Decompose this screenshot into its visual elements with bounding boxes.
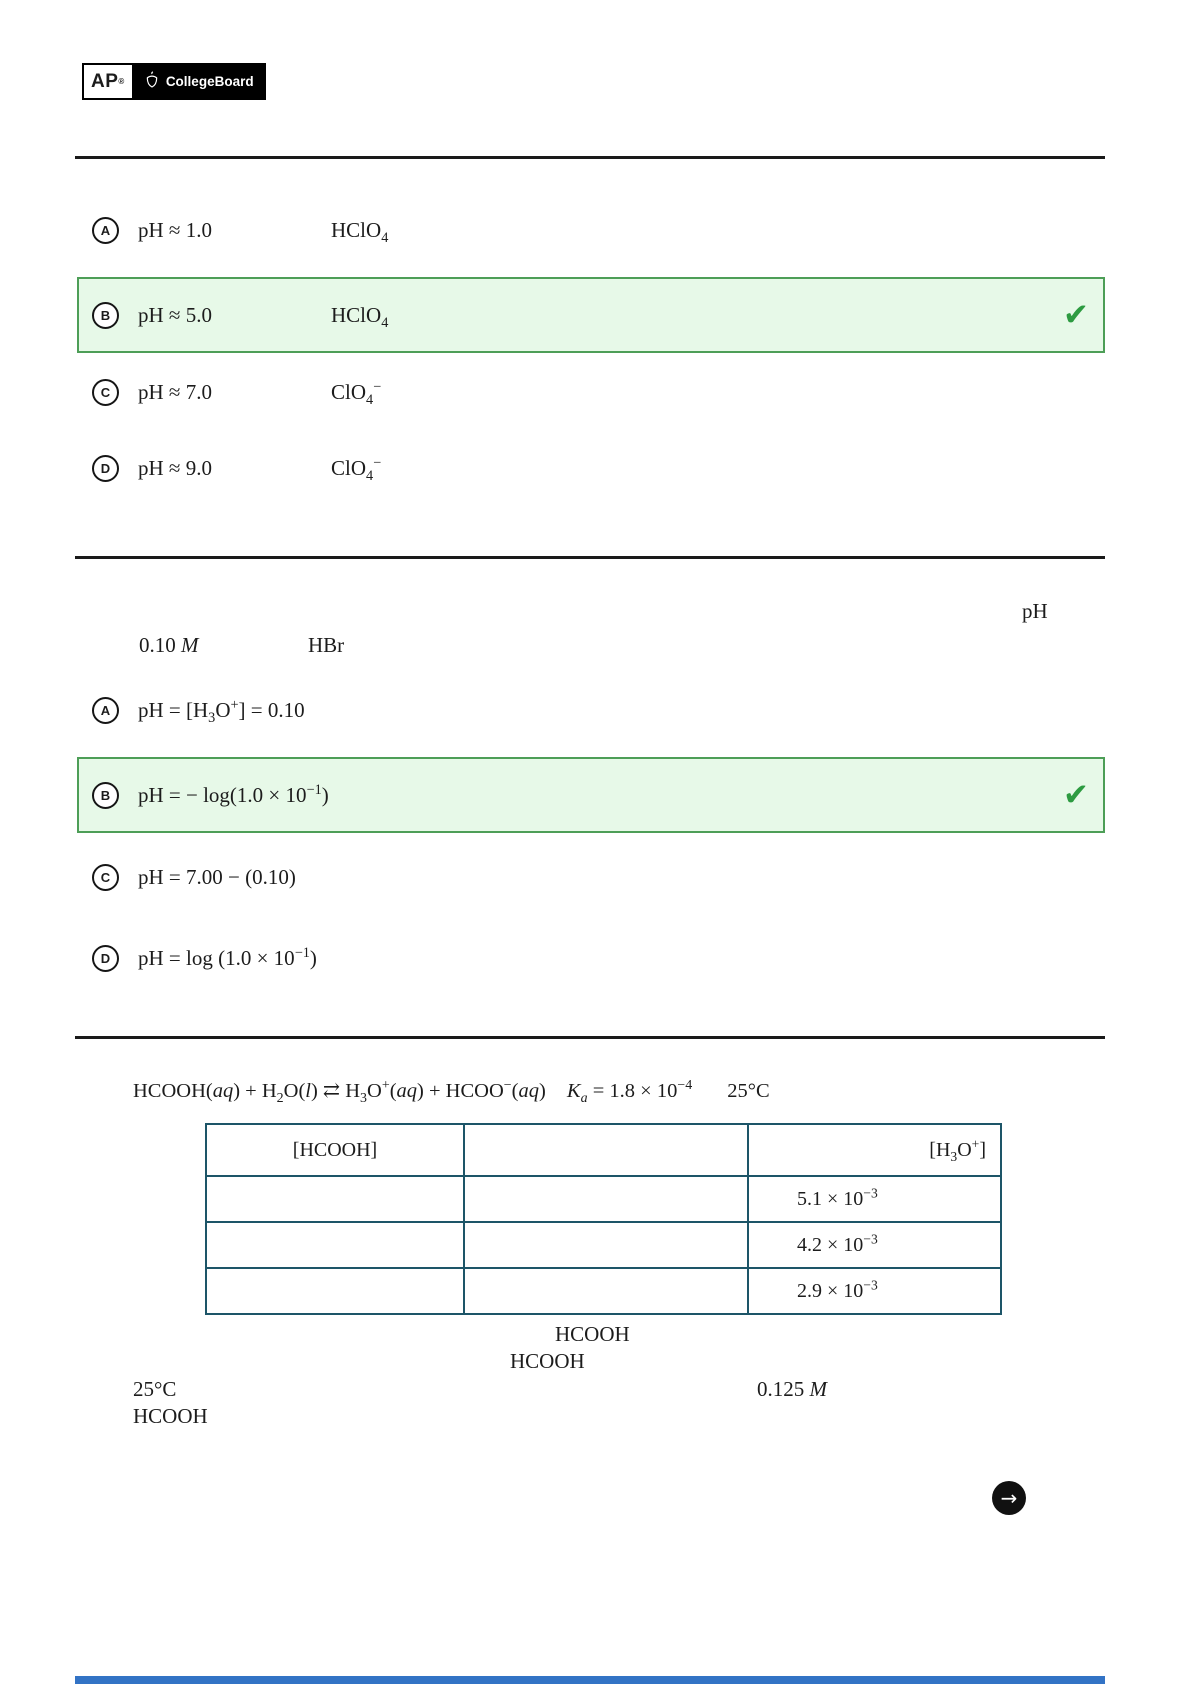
correct-check-icon: ✔ — [1063, 776, 1089, 813]
collegeboard-logo-text: CollegeBoard — [165, 74, 254, 89]
q2-stem-fragment-molarity: 0.10 M — [139, 633, 199, 657]
q3-stem-fragment-hcooh: HCOOH — [133, 1404, 208, 1428]
table-row — [206, 1222, 1001, 1268]
footer-bar — [75, 1676, 1105, 1684]
reaction-equation: HCOOH(aq) + $H_2O(l)$ ⇄ $H_3O^+(aq)$ + HCOO−(aq) — [133, 1078, 546, 1107]
reaction-equation-line — [133, 1078, 770, 1107]
table-row — [206, 1176, 1001, 1222]
equilibrium-table — [205, 1123, 1002, 1315]
option-formula: pH = $\log (1.0 \times 10^{-1})$ — [138, 944, 317, 970]
table-cell-empty — [464, 1176, 748, 1222]
option-formula: pH = − $\log(1.0 \times 10^{-1})$ — [138, 781, 329, 807]
table-header-row — [206, 1124, 1001, 1176]
arrow-right-icon: → — [1000, 1486, 1018, 1510]
table-cell-h3o-value: $4.2 \times 10^{-3}$ — [748, 1222, 1001, 1268]
q1-option-b[interactable] — [92, 301, 1063, 329]
option-letter-badge: D — [92, 455, 119, 482]
option-formula: pH = 7.00 − (0.10) — [138, 864, 296, 889]
table-cell-h3o-value: $2.9 \times 10^{-3}$ — [748, 1268, 1001, 1314]
q2-option-d[interactable] — [92, 944, 317, 972]
section-divider — [75, 556, 1105, 559]
q1-option-c[interactable] — [92, 378, 381, 406]
option-letter-badge: C — [92, 864, 119, 891]
option-answer: pH ≈ 5.0 — [138, 302, 212, 327]
q2-correct-answer-highlight — [77, 757, 1105, 833]
option-formula: pH = $[H_3O^+] = 0.10$ — [138, 696, 305, 726]
option-answer: pH ≈ 1.0 — [138, 217, 212, 242]
q2-option-b[interactable] — [92, 781, 1063, 809]
ap-logo: AP ® — [82, 63, 134, 100]
table-cell-empty — [464, 1222, 748, 1268]
option-compound: ClO$_4$− — [331, 378, 382, 408]
collegeboard-acorn-icon — [144, 71, 160, 92]
q2-option-a[interactable] — [92, 696, 305, 724]
option-letter-badge: B — [92, 782, 119, 809]
q3-stem-fragment-molarity: 0.125 M — [757, 1377, 827, 1401]
section-divider — [75, 1036, 1105, 1039]
table-header-empty — [464, 1124, 748, 1176]
option-compound: HClO$_4$ — [331, 217, 389, 246]
q3-stem-fragment-hcooh: HCOOH — [510, 1349, 585, 1373]
option-letter-badge: C — [92, 379, 119, 406]
q3-stem-fragment-hcooh: HCOOH — [555, 1322, 630, 1346]
temperature: 25°C — [727, 1080, 770, 1102]
q3-stem-fragment-temperature: 25°C — [133, 1377, 177, 1401]
option-letter-badge: B — [92, 302, 119, 329]
table-header-hcooh: [HCOOH] — [206, 1124, 464, 1176]
q2-option-c[interactable] — [92, 863, 296, 891]
q1-option-a[interactable] — [92, 216, 388, 244]
table-header-h3o: $[H_3O^+]$ — [748, 1124, 1001, 1176]
q1-option-d[interactable] — [92, 454, 381, 482]
option-letter-badge: A — [92, 697, 119, 724]
option-compound: ClO$_4$− — [331, 454, 382, 484]
q2-stem-fragment-ph: pH — [1022, 599, 1048, 623]
ap-collegeboard-logo — [82, 63, 266, 100]
q2-stem-fragment-compound: HBr — [308, 633, 345, 657]
option-letter-badge: D — [92, 945, 119, 972]
option-compound: HClO$_4$ — [331, 302, 389, 331]
correct-check-icon: ✔ — [1063, 296, 1089, 333]
table-cell-empty — [464, 1268, 748, 1314]
q1-correct-answer-highlight — [77, 277, 1105, 353]
table-cell-empty — [206, 1268, 464, 1314]
next-button[interactable] — [992, 1481, 1026, 1515]
table-cell-empty — [206, 1222, 464, 1268]
option-answer: pH ≈ 9.0 — [138, 455, 212, 480]
option-answer: pH ≈ 7.0 — [138, 379, 212, 404]
ka-value: $K_a = 1.8 \times 10^{-4}$ — [566, 1078, 693, 1107]
collegeboard-logo — [134, 63, 266, 100]
table-cell-empty — [206, 1176, 464, 1222]
option-letter-badge: A — [92, 217, 119, 244]
section-divider — [75, 156, 1105, 159]
table-row — [206, 1268, 1001, 1314]
table-cell-h3o-value: $5.1 \times 10^{-3}$ — [748, 1176, 1001, 1222]
